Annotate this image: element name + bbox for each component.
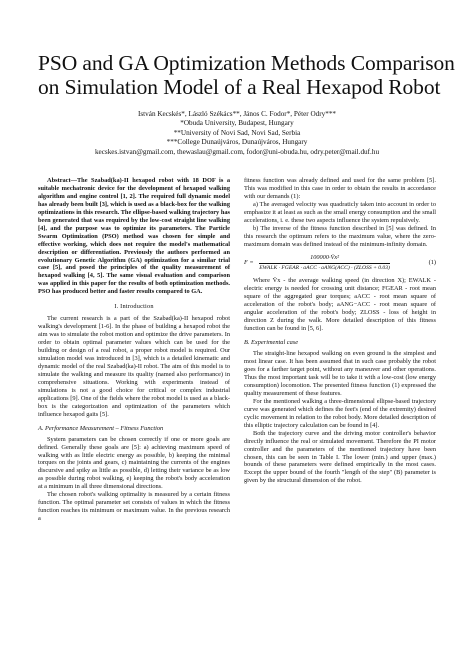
author-emails: kecskes.istvan@gmail.com, thewaslau@gmail.com, fodor@uni-obuda.hu, odry.peter@mail.duf.hu	[94, 147, 380, 156]
subsection-a-paragraph-1: System parameters can be chosen correctly if one or more goals are defined. Generally these goals are [5]: a) achieving maximum speed of walking with as little electric energy as possible, b) keeping the minimal torques on the joints and gears, c) maintaining the currents of the engines discursive and spiky as little as possible, d) letting their variance be as low as possible during robot walking, e) keeping the robot's body acceleration at a minimum in all three dimensional directions.	[38, 435, 230, 491]
affiliation-1: *Obuda University, Budapest, Hungary	[180, 119, 294, 128]
equation-1	[244, 254, 436, 273]
subsection-b-paragraph-1: The straight-line hexapod walking on even ground is the simplest and most linear case. It has been assumed that in such case probably the robot goes for a farther target point, without any maneuver and other operations. Thus the most important task will be to take it with a low-cost (low energy consumption) locomotion. The presented fitness function (1) expressed the quality measurement of these features.	[244, 350, 436, 397]
equation-body	[244, 254, 422, 273]
equation-number: (1)	[428, 259, 436, 267]
paper-title	[38, 0, 455, 99]
equation-fraction	[259, 254, 390, 273]
author-block	[38, 110, 436, 157]
right-column	[244, 177, 436, 657]
title-line-1: PSO and GA Optimization Methods Comparison	[38, 51, 455, 75]
subsection-b-paragraph-3: Both the trajectory curve and the driving motor controller's behavior directly influence the real or simulated movement. Therefore the PI motor controller and the parameters of the mentioned trajectory have been chosen, this can be seen in Table I. The lower (min.) and upper (max.) bounds of these parameters were defined empirically in the most cases. Except the upper bound of the fourth "length of the step" (B) parameter is given by the structural dimension of the robot.	[244, 429, 436, 485]
intro-paragraph: The current research is a part of the Szabad(ka)-II hexapod robot walking's development [1-6]. In the phase of building a hexapod robot the aim was to simulate the robot motion and optimize the drive parameters. In order to obtain optimal parameter values which can be used for the building or design of a real robot, a proper robot model is required. Our simulation model was introduced in [3], which is a detailed kinematic and dynamic model of the real Szabad(ka)-II robot. The aim of this model is to simulate the walking and measure its quality (named also performance) in comprehensive situations. Working with experiments instead of simulations is not a good choice for critical or complex industrial applications [9]. One of the fields where the robot model is used as a black-box is the categorization and optimization of the parameters which influence hexapod gaits [5].	[38, 315, 230, 418]
body-columns	[38, 177, 436, 657]
affiliation-2: **University of Novi Sad, Novi Sad, Serbia	[173, 128, 301, 137]
right-paragraph-a: a) The averaged velocity was quadraticly taken into account in order to emphasize it at least as such as the small energy consumption and the small accelerations, i. e. these two aspects influence the system repulsively.	[244, 200, 436, 224]
affiliation-3: ***College Dunaújváros, Dunaújváros, Hungary	[166, 138, 308, 147]
equation-numerator: 100000·V̄x²	[259, 254, 390, 264]
subsection-a-paragraph-2: The chosen robot's walking optimality is measured by a certain fitness function. The optimal parameter set consists of values in which the fitness function reaches its minimum or maximum value. In the previous research a	[38, 491, 230, 523]
left-column	[38, 177, 230, 657]
author-names: István Kecskés*, László Székács**, János C. Fodor*, Péter Odry***	[137, 110, 337, 118]
abstract: Abstract—The Szabad(ka)-II hexapod robot with 18 DOF is a suitable mechatronic device for the development of hexapod walking algorithm and engine control [1, 2]. The required full dynamic model has already been built [3], which is used as a black-box for the walking optimizations in this research. The ellipse-based walking trajectory has been generated that was required by the low-cost straight line walking [4], and the purpose was to optimize its parameters. The Particle Swarm Optimization (PSO) method was chosen for simple and effective working, which does not require the model's mathematical description or differentiation. Previously the authors performed an evolutionary Genetic Algorithm (GA) optimization for a similar trial case [5], and posed the principles of the quality measurement of hexapod walking [4, 5]. The same visual evaluation and comparison was applied in this paper for the results of both optimization methods. PSO has produced better and faster results compared to GA.	[38, 177, 230, 296]
subsection-heading-b: B. Experimental case	[244, 339, 299, 347]
subsection-b-paragraph-2: For the mentioned walking a three-dimensional ellipse-based trajectory curve was generated which defines the feet's (end of the extremity) desired cyclic movement in relation to the robot body. More detailed description of this elliptic trajectory calculation can be found in [4].	[244, 397, 436, 429]
equation-denominator: EWALK · FGEAR · aACC · aANG(ACC) · (ZLOSS + 0.03)	[259, 264, 390, 271]
equation-lhs: F =	[244, 259, 254, 267]
right-paragraph-b: b) The inverse of the fitness function described in [5] was defined. In this research the optimum refers to the maximum value, where the zero-maximum domain was defined instead of the minimum-infinity domain.	[244, 224, 436, 248]
section-heading-introduction: I. Introduction	[114, 303, 154, 311]
equation-where-text: Where V̄x - the average walking speed (in direction X); EWALK - electric energy is needed for crossing unit distance; FGEAR - root mean square of the aggregated gear torques; aACC - root mean square of acceleration of the robot's body; aANG−ACC - root mean square of angular acceleration of the robot's body; ZLOSS - loss of height in direction Z during the walk. More detailed description of this fitness function can be found in [5, 6].	[244, 277, 436, 333]
subsection-heading-a: A. Performance Measurement – Fitness Function	[38, 424, 164, 432]
right-paragraph-1: fitness function was already defined and used for the same problem [5]. This was modified in this case in order to obtain the results in accordance with our demands (1):	[244, 177, 436, 200]
title-line-2: on Simulation Model of a Real Hexapod Robot	[38, 75, 441, 99]
